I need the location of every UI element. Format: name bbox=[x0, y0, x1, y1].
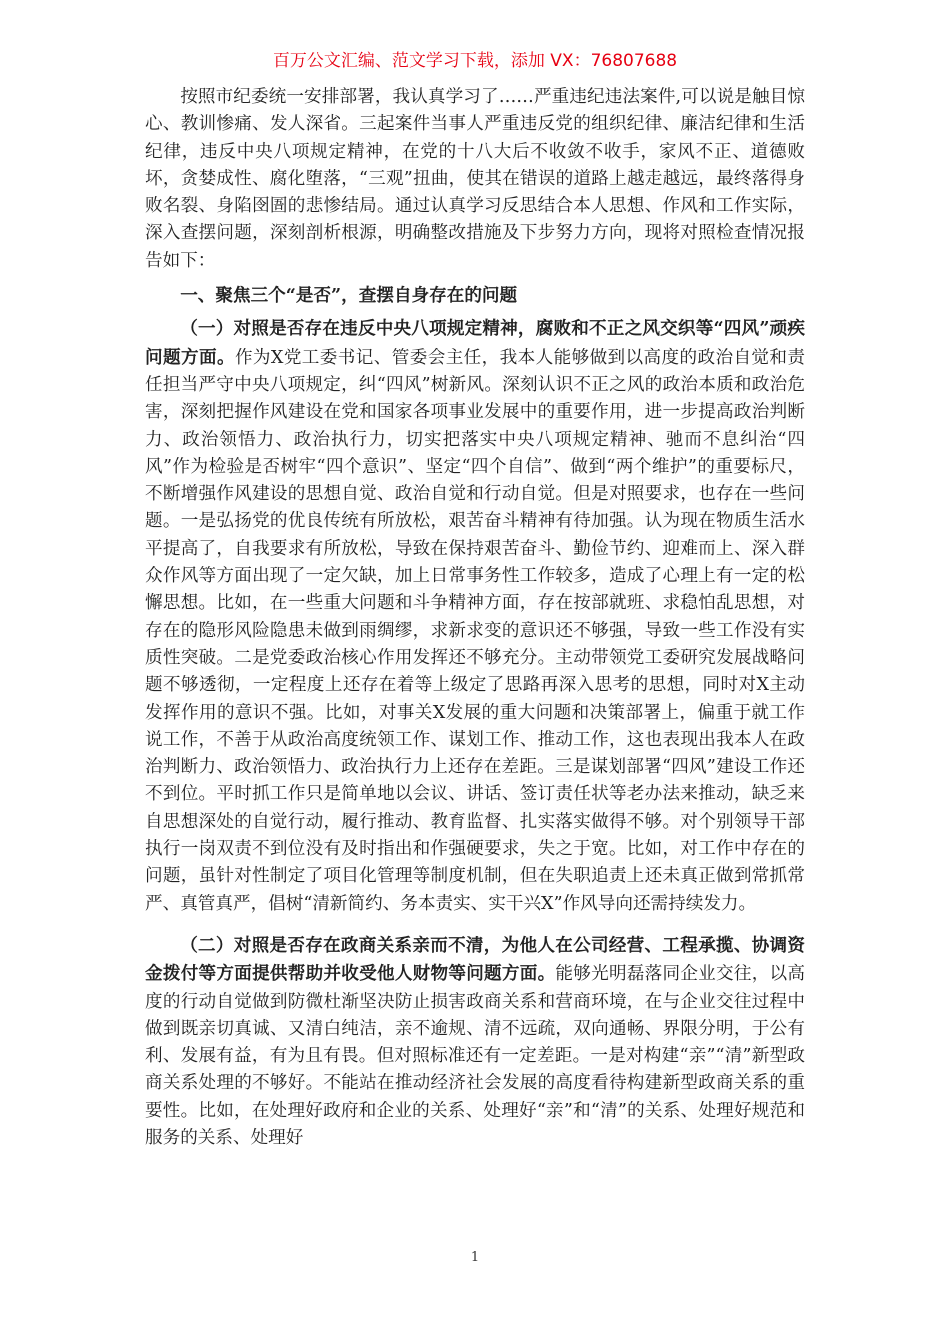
intro-paragraph: 按照市纪委统一安排部署，我认真学习了……严重违纪违法案件,可以说是触目惊心、教训惨痛、发人深省。三起案件当事人严重违反党的组织纪律、廉洁纪律和生活纪律，违反中央八项规定精神，在党的十八大后不收敛不收手，家风不正、道德败坏，贪婪成性、腐化堕落，“三观”扭曲，使其在错误的道路上越走越远，最终落得身败名裂、身陷囹圄的悲惨结局。通过认真学习反思结合本人思想、作风和工作实际，深入查摆问题，深刻剖析根源，明确整改措施及下步努力方向，现将对照检查情况报告如下： bbox=[145, 87, 805, 271]
document-body bbox=[145, 84, 805, 1152]
header-banner: 百万公文汇编、范文学习下载，添加 VX：76807688 bbox=[272, 51, 678, 71]
item2-paragraph bbox=[145, 932, 805, 1152]
item1-paragraph bbox=[145, 315, 805, 918]
item1-title: （一）对照是否存在违反中央八项规定精神，腐败和不正之风交织等“四风”顽疾问题方面。 bbox=[145, 318, 805, 368]
item1-text: 作为X党工委书记、管委会主任，我本人能够做到以高度的政治自觉和责任担当严守中央八项规定，纠“四风”树新风。深刻认识不正之风的政治本质和政治危害，深刻把握作风建设在党和国家各项事业发展中的重要作用，进一步提高政治判断力、政治领悟力、政治执行力，切实把落实中央八项规定精神、驰而不息纠治“四风”作为检验是否树牢“四个意识”、坚定“四个自信”、做到“两个维护”的重要标尺，不断增强作风建设的思想自觉、政治自觉和行动自觉。但是对照要求，也存在一些问题。一是弘扬党的优良传统有所放松，艰苦奋斗精神有待加强。认为现在物质生活水平提高了，自我要求有所放松，导致在保持艰苦奋斗、勤俭节约、迎难而上、深入群众作风等方面出现了一定欠缺，加上日常事务性工作较多，造成了心理上有一定的松懈思想。比如，在一些重大问题和斗争精神方面，存在按部就班、求稳怕乱思想，对存在的隐形风险隐患未做到雨绸缪，求新求变的意识还不够强，导致一些工作没有实质性突破。二是党委政治核心作用发挥还不够充分。主动带领党工委研究发展战略问题不够透彻，一定程度上还存在着等上级定了思路再深入思考的思想，同时对X主动发挥作用的意识不强。比如，对事关X发展的重大问题和决策部署上，偏重于就工作说工作，不善于从政治高度统领工作、谋划工作、推动工作，这也表现出我本人在政治判断力、政治领悟力、政治执行力上还存在差距。三是谋划部署“四风”建设工作还不到位。平时抓工作只是简单地以会议、讲话、签订责任状等老办法来推动，缺乏来自思想深处的自觉行动，履行推动、教育监督、扎实落实做得不够。对个别领导干部执行一岗双责不到位没有及时指出和作强硬要求，失之于宽。比如，对工作中存在的问题，虽针对性制定了项目化管理等制度机制，但在失职追责上还未真正做到常抓常严、真管真严，倡树“清新简约、务本责实、实干兴X”作风导向还需持续发力。 bbox=[145, 347, 805, 914]
page-number: 1 bbox=[470, 1250, 480, 1265]
section-heading: 一、聚焦三个“是否”，查摆自身存在的问题 bbox=[180, 285, 518, 307]
item2-title: （二）对照是否存在政商关系亲而不清，为他人在公司经营、工程承揽、协调资金拨付等方面提供帮助并收受他人财物等问题方面。 bbox=[145, 934, 805, 985]
item2-text: 能够光明磊落同企业交往，以高度的行动自觉做到防微杜渐坚决防止损害政商关系和营商环境，在与企业交往过程中做到既亲切真诚、又清白纯洁，亲不逾规、清不远疏，双向通畅、界限分明，于公有利、发展有益，有为且有畏。但对照标准还有一定差距。一是对构建“亲”“清”新型政商关系处理的不够好。不能站在推动经济社会发展的高度看待构建新型政商关系的重要性。比如，在处理好政府和企业的关系、处理好“亲”和“清”的关系、处理好规范和服务的关系、处理好 bbox=[145, 964, 805, 1148]
